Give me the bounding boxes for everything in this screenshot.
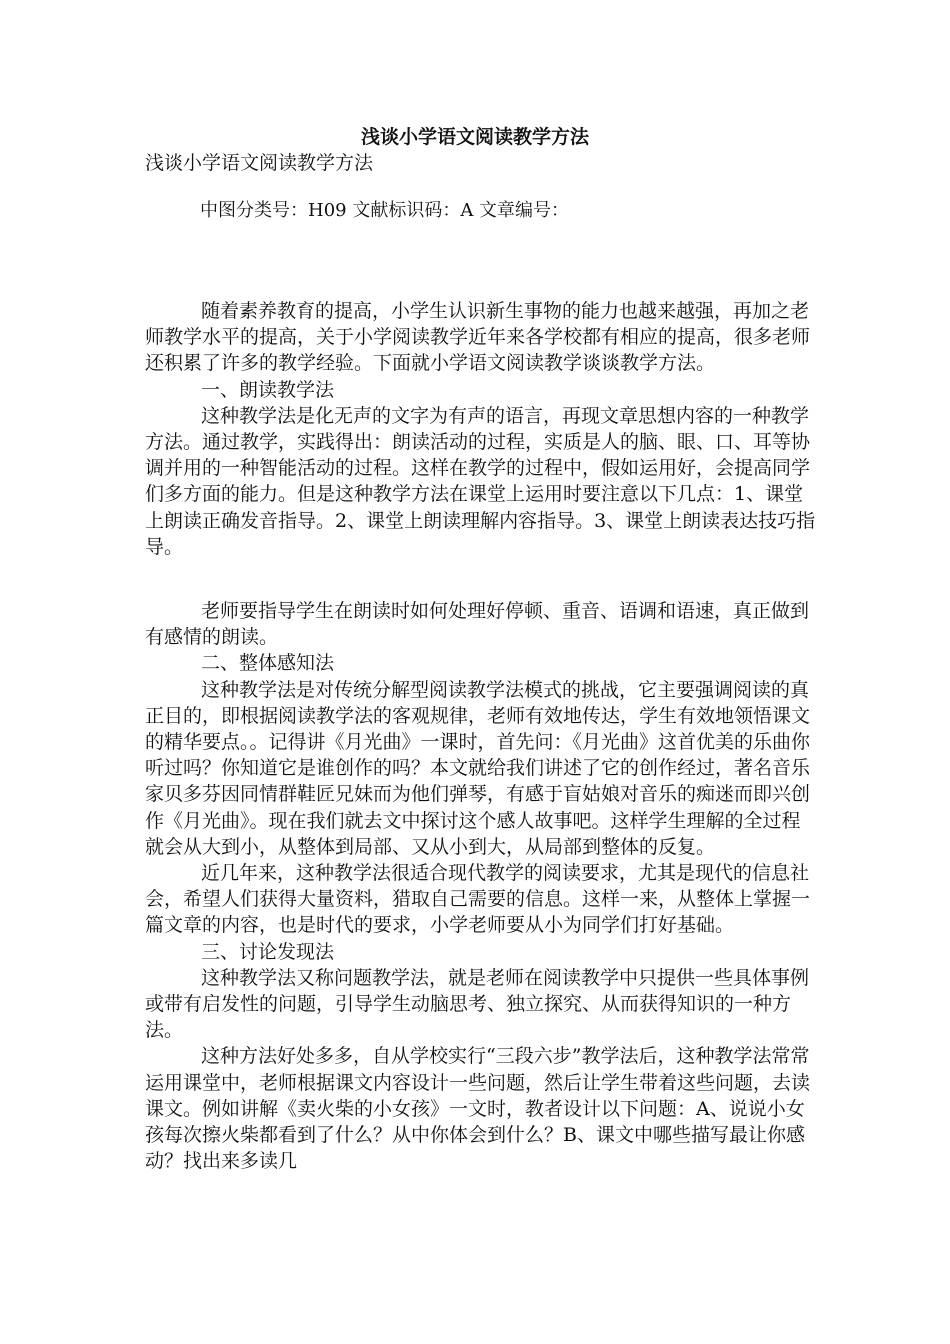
paragraph-intro: 随着素养教育的提高，小学生认识新生事物的能力也越来越强，再加之老师教学水平的提高，关于小学阅读教学近年来各学校都有相应的提高，很多老师还积累了许多的教学经验。下面就小学语文阅读教学谈谈教学方法。 xyxy=(145,300,811,375)
paragraph-holistic-method: 这种教学法是对传统分解型阅读教学法模式的挑战，它主要强调阅读的真正目的，即根据阅读教学法的客观规律，老师有效地传达，学生有效地领悟课文的精华要点。。记得讲《月光曲》一课时，首先问：《月光曲》这首优美的乐曲你听过吗？你知道它是谁创作的吗？本文就给我们讲述了它的创作经过，著名音乐家贝多芬因同情群鞋匠兄妹而为他们弹琴，有感于盲姑娘对音乐的痴迷而即兴创作《月光曲》。现在我们就去文中探讨这个感人故事吧。这样学生理解的全过程就会从大到小，从整体到局部、又从小到大，从局部到整体的反复。 xyxy=(145,678,811,858)
section-heading-1: 一、朗读教学法 xyxy=(201,378,335,401)
paragraph-discussion-example: 这种方法好处多多，自从学校实行“三段六步”教学法后，这种教学法常常运用课堂中，老师根据课文内容设计一些问题，然后让学生带着这些问题，去读课文。例如讲解《卖火柴的小女孩》一文时，教者设计以下问题：A、说说小女孩每次擦火柴都看到了什么？从中你体会到什么？B、课文中哪些描写最让你感动？找出来多读几 xyxy=(145,1045,811,1173)
paragraph-gap xyxy=(145,560,817,598)
paragraph-reading-guidance: 老师要指导学生在朗读时如何处理好停顿、重音、语调和语速，真正做到有感情的朗读。 xyxy=(145,600,810,649)
paragraph-discussion-method: 这种教学法又称问题教学法，就是老师在阅读教学中只提供一些具体事例或带有启发性的问题，引导学生动脑思考、独立探究、从而获得知识的一种方法。 xyxy=(145,966,810,1042)
paragraph-reading-method: 这种教学法是化无声的文字为有声的语言，再现文章思想内容的一种教学方法。通过教学，实践得出：朗读活动的过程，实质是人的脑、眼、口、耳等协调并用的一种智能活动的过程。这样在教学的过程中，假如运用好，会提高同学们多方面的能力。但是这种教学方法在课堂上运用时要注意以下几点：1、课堂上朗读正确发音指导。2、课堂上朗读理解内容指导。3、课堂上朗读表达技巧指导。 xyxy=(145,404,816,558)
document-subtitle: 浅谈小学语文阅读教学方法 xyxy=(145,152,374,174)
classification-line: 中图分类号：H09 文献标识码：A 文章编号： xyxy=(200,200,570,221)
section-heading-2: 二、整体感知法 xyxy=(201,652,335,675)
paragraph-holistic-modern: 近几年来，这种教学法很适合现代教学的阅读要求，尤其是现代的信息社会，希望人们获得大量资料，猎取自己需要的信息。这样一来，从整体上掌握一篇文章的内容，也是时代的要求，小学老师要从小为同学们打好基础。 xyxy=(145,862,811,937)
document-body xyxy=(145,298,817,1175)
section-heading-3: 三、讨论发现法 xyxy=(201,940,335,963)
document-title: 浅谈小学语文阅读教学方法 xyxy=(360,126,589,148)
